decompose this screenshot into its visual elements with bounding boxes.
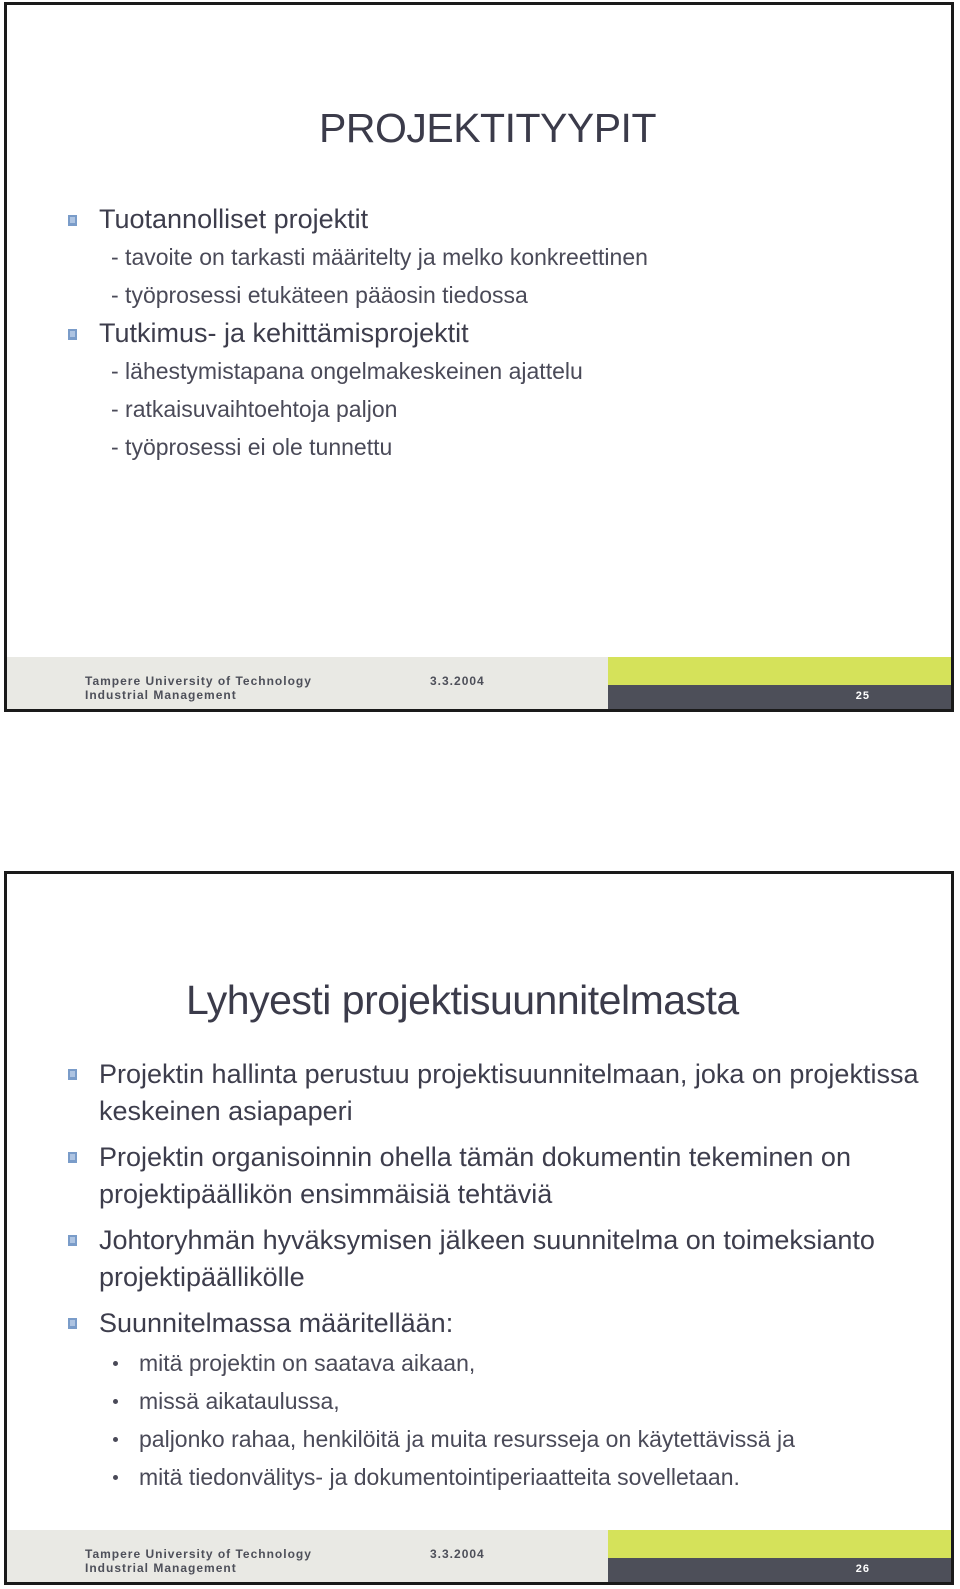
sub-item: - työprosessi ei ole tunnettu	[111, 434, 393, 460]
square-bullet-icon	[68, 329, 77, 340]
sub-item: - tavoite on tarkasti määritelty ja melko konkreettinen	[111, 244, 648, 270]
university-name: Tampere University of Technology	[85, 1547, 312, 1561]
bullet-item	[63, 1139, 943, 1213]
bullet-text: Projektin hallinta perustuu projektisuunnitelmaan, joka on projektissa keskeinen asiapaperi	[99, 1059, 919, 1126]
square-bullet-icon	[68, 1318, 77, 1329]
bullet-item	[63, 200, 923, 238]
footer-accent-bar	[608, 657, 951, 685]
department-name: Industrial Management	[85, 1561, 237, 1575]
slide-title: Lyhyesti projektisuunnitelmasta	[186, 977, 739, 1023]
bullet-text: Projektin organisoinnin ohella tämän dokumentin tekeminen on projektipäällikön ensimmäisiä tehtäviä	[99, 1142, 851, 1209]
square-bullet-icon	[68, 1235, 77, 1246]
bullet-text: Tutkimus- ja kehittämisprojektit	[99, 318, 469, 348]
bullet-text: Suunnitelmassa määritellään:	[99, 1308, 454, 1338]
sub-item: mitä projektin on saatava aikaan,	[63, 1344, 943, 1382]
footer-accent-bar	[608, 1530, 951, 1558]
sub-item: paljonko rahaa, henkilöitä ja muita resursseja on käytettävissä ja	[63, 1420, 943, 1458]
bullet-list	[63, 200, 923, 466]
bullet-text: Tuotannolliset projektit	[99, 204, 369, 234]
sub-item: - ratkaisuvaihtoehtoja paljon	[111, 396, 398, 422]
slide-25	[4, 2, 954, 712]
bullet-list	[63, 1056, 943, 1496]
page-number: 25	[855, 690, 870, 702]
department-name: Industrial Management	[85, 688, 237, 702]
square-bullet-icon	[68, 1069, 77, 1080]
slide-date: 3.3.2004	[430, 1547, 485, 1561]
bullet-item	[63, 314, 923, 352]
sub-item: - työprosessi etukäteen pääosin tiedossa	[111, 282, 528, 308]
sub-item: mitä tiedonvälitys- ja dokumentointiperiaatteita sovelletaan.	[63, 1458, 943, 1496]
bullet-item	[63, 1305, 943, 1342]
square-bullet-icon	[68, 215, 77, 226]
slide-26	[4, 871, 954, 1585]
sub-item: missä aikataulussa,	[63, 1382, 943, 1420]
page-number: 26	[855, 1563, 870, 1575]
bullet-item	[63, 1056, 943, 1130]
footer-page-bar	[608, 685, 951, 709]
slide-footer	[7, 1530, 951, 1582]
bullet-item	[63, 1222, 943, 1296]
sub-item: - lähestymistapana ongelmakeskeinen ajattelu	[111, 358, 583, 384]
university-name: Tampere University of Technology	[85, 674, 312, 688]
slide-footer	[7, 657, 951, 709]
footer-page-bar	[608, 1558, 951, 1582]
slide-title: PROJEKTITYYPIT	[319, 105, 656, 151]
square-bullet-icon	[68, 1152, 77, 1163]
slide-date: 3.3.2004	[430, 674, 485, 688]
bullet-text: Johtoryhmän hyväksymisen jälkeen suunnitelma on toimeksianto projektipäällikölle	[99, 1225, 875, 1292]
